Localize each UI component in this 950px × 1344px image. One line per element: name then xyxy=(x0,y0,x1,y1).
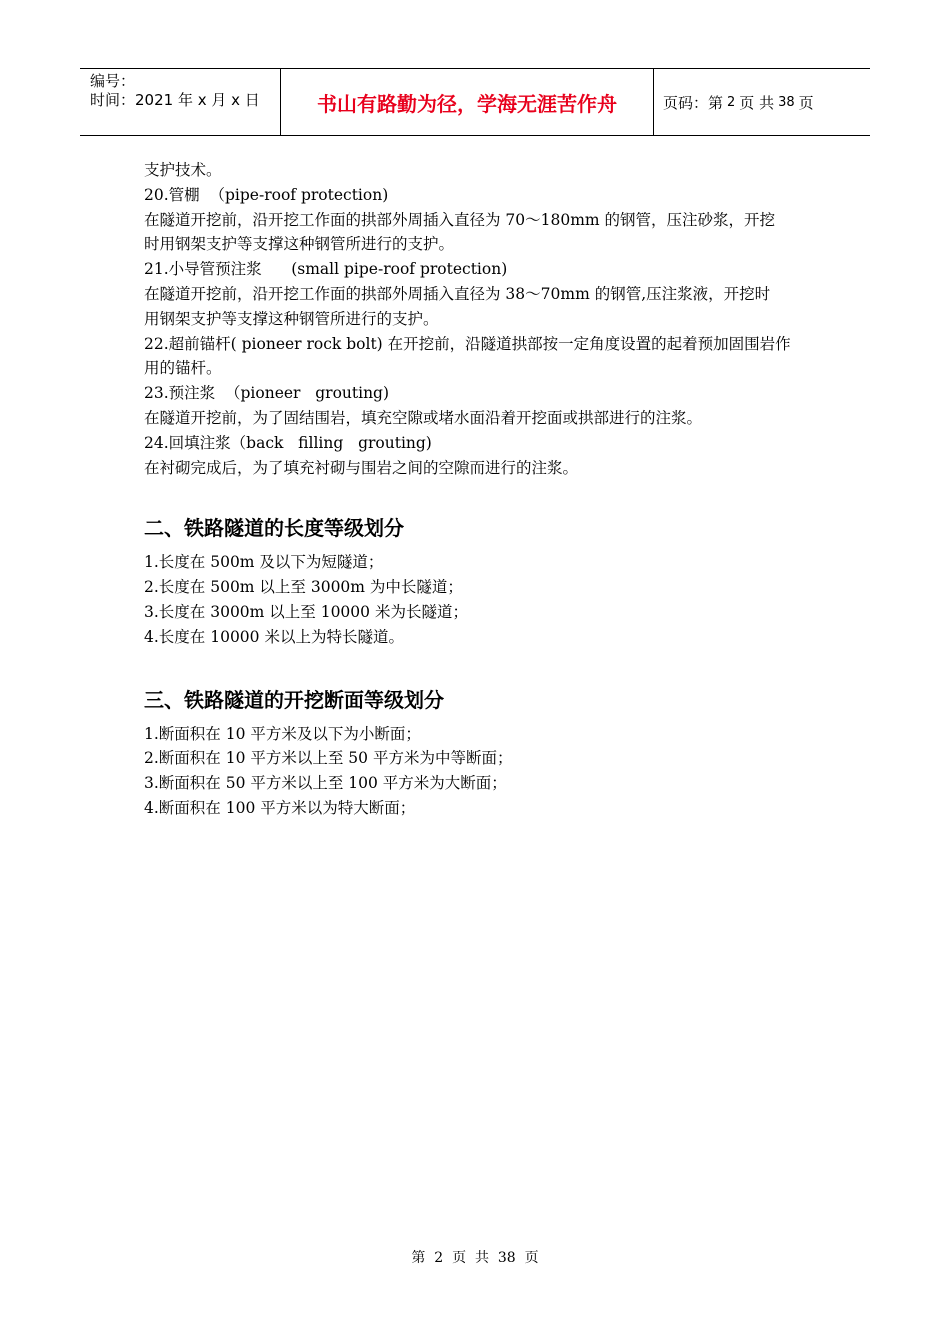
body-line: 22.超前锚杆( pioneer rock bolt) 在开挖前，沿隧道拱部按一定角度设置的起着预加固围岩作 xyxy=(144,334,791,353)
body-line: 24.回填注浆（back filling grouting) xyxy=(144,433,432,452)
body-line: 支护技术。 xyxy=(144,161,222,179)
number-label: 编号： xyxy=(90,72,136,90)
header-table xyxy=(80,68,870,136)
list-item: 4.长度在 10000 米以上为特长隧道。 xyxy=(144,627,404,646)
list-item: 4.断面积在 100 平方米以为特大断面； xyxy=(144,798,416,817)
body-line: 在隧道开挖前，沿开挖工作面的拱部外周插入直径为 70～180mm 的钢管，压注砂浆，开挖 xyxy=(144,210,776,229)
body-line: 在隧道开挖前，为了固结围岩，填充空隙或堵水面沿着开挖面或拱部进行的注浆。 xyxy=(144,408,703,427)
footer-page-number: 第 2 页 共 38 页 xyxy=(411,1250,539,1266)
header-motto-cell xyxy=(281,69,654,135)
list-item: 2.断面积在 10 平方米以上至 50 平方米为中等断面； xyxy=(144,749,513,768)
list-item: 2.长度在 500m 以上至 3000m 为中长隧道； xyxy=(144,578,463,597)
document-body xyxy=(144,158,810,821)
page-suffix: 页 xyxy=(798,93,814,112)
page-current: 2 xyxy=(727,94,736,110)
body-line: 21.小导管预注浆 (small pipe-roof protection) xyxy=(144,260,508,279)
motto-text: 书山有路勤为径，学海无涯苦作舟 xyxy=(317,91,617,116)
header-info-cell xyxy=(80,69,281,135)
body-line: 20.管棚 （pipe-roof protection) xyxy=(144,185,389,204)
body-line: 在隧道开挖前，沿开挖工作面的拱部外周插入直径为 38～70mm 的钢管,压注浆液，开挖时 xyxy=(144,284,771,303)
header-page-cell xyxy=(654,69,870,135)
body-line: 23.预注浆 （pioneer grouting) xyxy=(144,384,390,403)
page-mid: 页 共 xyxy=(739,93,775,112)
body-line: 用的锚杆。 xyxy=(144,359,222,378)
page-footer xyxy=(0,1247,950,1267)
section-heading: 二、铁路隧道的长度等级划分 xyxy=(144,516,404,541)
list-item: 1.长度在 500m 及以下为短隧道； xyxy=(144,553,384,572)
page-total: 38 xyxy=(778,94,795,110)
section-heading: 三、铁路隧道的开挖断面等级划分 xyxy=(144,687,444,712)
body-line: 在衬砌完成后，为了填充衬砌与围岩之间的空隙而进行的注浆。 xyxy=(144,458,579,477)
list-item: 3.断面积在 50 平方米以上至 100 平方米为大断面； xyxy=(144,774,507,793)
list-item: 3.长度在 3000m 以上至 10000 米为长隧道； xyxy=(144,602,468,621)
date-label: 时间：2021 年 x 月 x 日 xyxy=(90,91,260,109)
body-line: 用钢架支护等支撑这种钢管所进行的支护。 xyxy=(144,309,439,328)
list-item: 1.断面积在 10 平方米及以下为小断面； xyxy=(144,724,421,743)
page-prefix: 页码：第 xyxy=(663,93,724,112)
body-line: 时用钢架支护等支撑这种钢管所进行的支护。 xyxy=(144,235,455,254)
